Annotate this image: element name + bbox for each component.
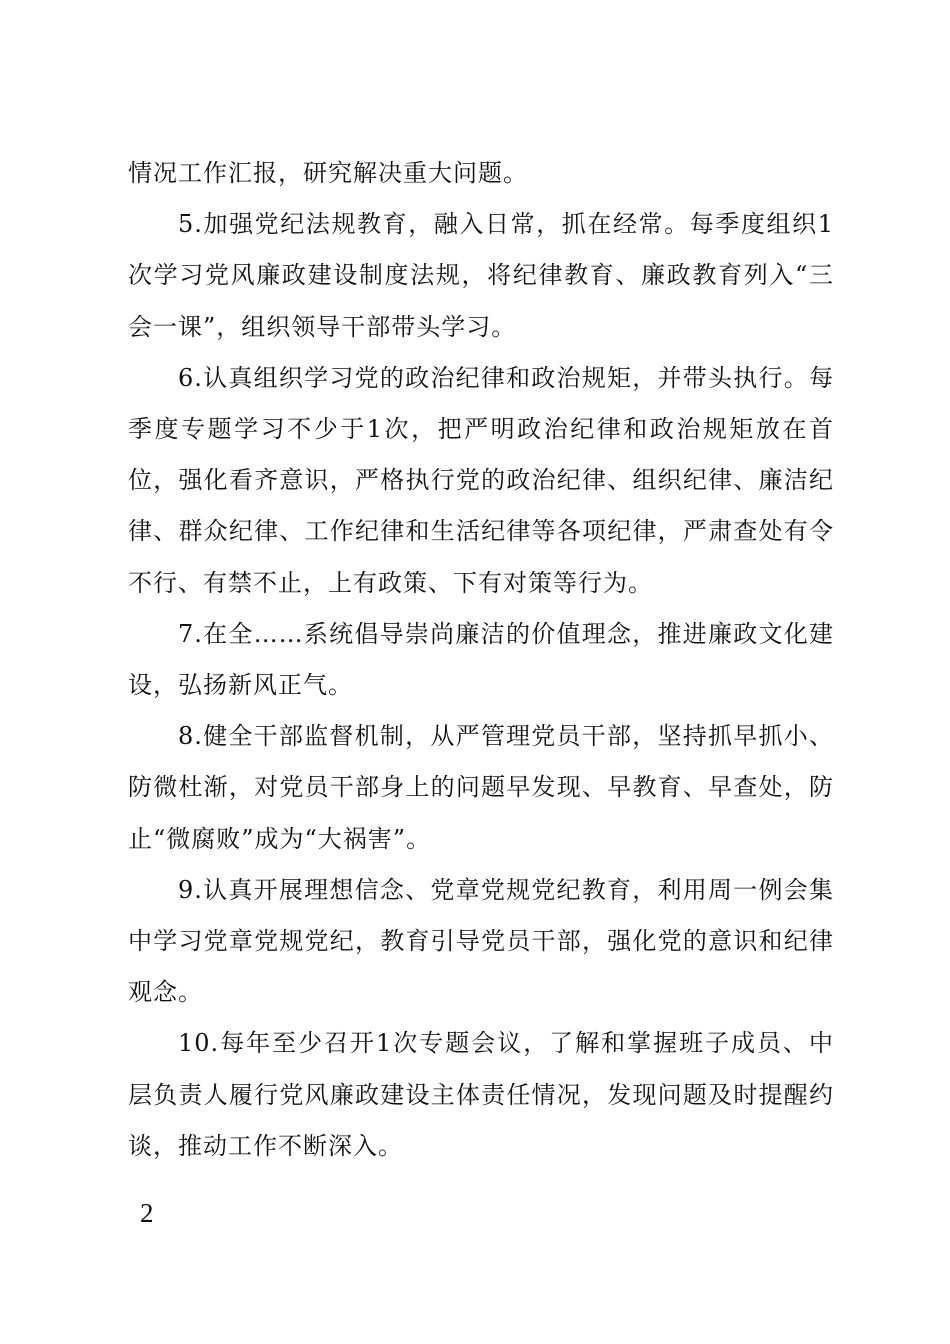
paragraph-item-9: 9.认真开展理想信念、党章党规党纪教育，利用周一例会集中学习党章党规党纪，教育引导党员干部，强化党的意识和纪律观念。 xyxy=(128,875,834,1007)
paragraph-item-8: 8.健全干部监督机制，从严管理党员干部，坚持抓早抓小、防微杜渐，对党员干部身上的问题早发现、早教育、早查处，防止“微腐败”成为“大祸害”。 xyxy=(128,722,834,853)
document-body xyxy=(128,148,834,1172)
page-number: 2 xyxy=(140,1198,154,1228)
paragraph-item-6: 6.认真组织学习党的政治纪律和政治规矩，并带头执行。每季度专题学习不少于1次，把严明政治纪律和政治规矩放在首位，强化看齐意识，严格执行党的政治纪律、组织纪律、廉洁纪律、群众纪律、工作纪律和生活纪律等各项纪律，严肃查处有令不行、有禁不止，上有政策、下有对策等行为。 xyxy=(128,363,834,597)
paragraph-item-5: 5.加强党纪法规教育，融入日常，抓在经常。每季度组织1次学习党风廉政建设制度法规，将纪律教育、廉政教育列入“三会一课”，组织领导干部带头学习。 xyxy=(128,210,834,341)
paragraph-item-7: 7.在全……系统倡导崇尚廉洁的价值理念，推进廉政文化建设，弘扬新风正气。 xyxy=(128,619,834,700)
paragraph-continuation: 情况工作汇报，研究解决重大问题。 xyxy=(128,159,528,187)
paragraph-item-10: 10.每年至少召开1次专题会议，了解和掌握班子成员、中层负责人履行党风廉政建设主体责任情况，发现问题及时提醒约谈，推动工作不断深入。 xyxy=(128,1029,834,1160)
